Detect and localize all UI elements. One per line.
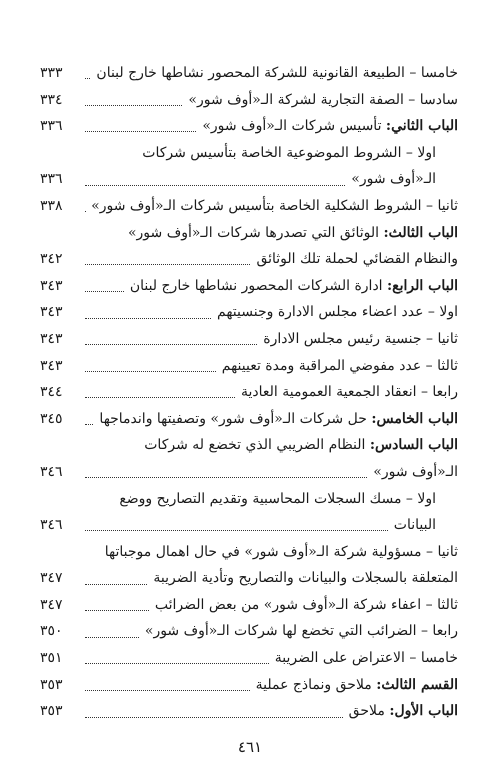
dot-leader <box>85 716 343 718</box>
toc-entry-title <box>96 406 458 433</box>
toc-entry <box>40 273 458 300</box>
toc-entry-text: رابعا – الضرائب التي تخضع لها شركات الـ«أوف شور» <box>144 623 458 640</box>
toc-entry-title <box>141 432 458 459</box>
toc-entry-heading: القسم الثالث: <box>376 676 458 693</box>
toc-entry <box>40 698 458 725</box>
toc-page-number: ٣٣٦ <box>40 171 63 188</box>
toc-page-number: ٣٤٦ <box>40 463 63 480</box>
dot-leader <box>85 583 147 585</box>
dot-leader <box>85 130 196 132</box>
toc-entry-text: اولا – مسك السجلات المحاسبية وتقديم التصاريح ووضع <box>119 490 436 507</box>
dot-leader <box>85 77 90 79</box>
toc-page-number: ٣٤٣ <box>40 357 63 374</box>
dot-leader <box>85 662 269 664</box>
toc-entry-title <box>260 326 458 353</box>
dot-leader <box>85 476 367 478</box>
toc-page-number: ٣٤٣ <box>40 304 63 321</box>
toc-page-number: ٣٤٣ <box>40 277 63 294</box>
toc-entry <box>40 379 458 406</box>
toc-entry-text: خامسا – الاعتراض على الضريبة <box>274 650 458 667</box>
page-number: ٤٦١ <box>237 738 263 756</box>
toc-entry <box>40 459 458 486</box>
toc-entry-text: الـ«أوف شور» <box>351 171 436 188</box>
toc-entry-text: البيانات <box>393 517 436 534</box>
toc-entry <box>40 140 458 167</box>
dot-leader <box>85 423 93 425</box>
toc-entry-heading: الباب الثاني: <box>385 118 458 135</box>
toc-entry <box>40 113 458 140</box>
dot-leader <box>85 343 257 345</box>
dot-leader <box>85 609 149 611</box>
toc-entry <box>40 618 458 645</box>
toc-page-number: ٣٥١ <box>40 650 63 667</box>
toc-entry-title <box>125 220 458 247</box>
toc-entry-title <box>127 273 458 300</box>
toc-entry <box>40 645 458 672</box>
dot-leader <box>85 636 139 638</box>
toc-entry <box>40 486 458 513</box>
toc-entry <box>40 326 458 353</box>
toc-entry-title <box>150 565 458 592</box>
dot-leader <box>85 104 182 106</box>
toc-page-number: ٣٣٨ <box>40 197 63 214</box>
table-of-contents <box>40 60 458 725</box>
toc-page-number: ٣٥٣ <box>40 703 63 720</box>
toc-entry <box>40 220 458 247</box>
dot-leader <box>85 184 345 186</box>
toc-entry-title <box>391 512 458 539</box>
toc-entry <box>40 299 458 326</box>
toc-entry-heading: الباب السادس: <box>369 437 458 454</box>
toc-entry-text: ثانيا – الشروط الشكلية الخاصة بتأسيس شركات الـ«أوف شور» <box>91 197 458 214</box>
toc-entry-text: سادسا – الصفة التجارية لشركة الـ«أوف شور» <box>188 91 458 108</box>
toc-page-number: ٣٥٠ <box>40 623 63 640</box>
toc-entry <box>40 353 458 380</box>
toc-entry-title <box>348 166 458 193</box>
toc-entry-heading: الباب الخامس: <box>371 410 458 427</box>
toc-entry-text: المتعلقة بالسجلات والبيانات والتصاريح وتأدية الضريبة <box>153 570 458 587</box>
dot-leader <box>85 689 250 691</box>
toc-entry-title <box>102 539 458 566</box>
toc-entry-text: الوثائق التي تصدرها شركات الـ«أوف شور» <box>127 224 384 241</box>
toc-entry-title <box>214 299 458 326</box>
toc-entry-title <box>199 113 458 140</box>
toc-page-number: ٣٤٣ <box>40 330 63 347</box>
toc-page-number: ٣٤٧ <box>40 596 63 613</box>
toc-entry <box>40 246 458 273</box>
dot-leader <box>85 370 216 372</box>
toc-entry-text: اولا – الشروط الموضوعية الخاصة بتأسيس شركات <box>142 144 436 161</box>
toc-entry <box>40 592 458 619</box>
toc-entry-text: اولا – عدد اعضاء مجلس الادارة وجنسيتهم <box>217 304 458 321</box>
toc-page-number: ٣٤٧ <box>40 570 63 587</box>
toc-entry-text: رابعا – انعقاد الجمعية العمومية العادية <box>241 384 458 401</box>
toc-entry <box>40 166 458 193</box>
toc-entry-title <box>272 645 458 672</box>
toc-entry-title <box>88 193 458 220</box>
toc-entry-title <box>238 379 458 406</box>
toc-entry-text: الـ«أوف شور» <box>373 463 458 480</box>
toc-entry-title <box>370 459 458 486</box>
toc-entry-title <box>93 60 458 87</box>
dot-leader <box>85 317 211 319</box>
toc-entry-heading: الباب الثالث: <box>383 224 458 241</box>
toc-entry <box>40 539 458 566</box>
toc-entry <box>40 87 458 114</box>
toc-entry <box>40 193 458 220</box>
toc-entry-text: النظام الضريبي الذي تخضع له شركات <box>144 437 370 454</box>
toc-entry-title <box>346 698 458 725</box>
toc-entry <box>40 565 458 592</box>
toc-entry-text: ثانيا – جنسية رئيس مجلس الادارة <box>263 330 458 347</box>
toc-entry <box>40 406 458 433</box>
toc-page-number: ٣٣٦ <box>40 118 63 135</box>
toc-entry-text: ملاحق <box>348 703 390 720</box>
toc-page-number: ٣٤٢ <box>40 251 63 268</box>
toc-entry-text: ثانيا – مسؤولية شركة الـ«أوف شور» في حال اهمال موجباتها <box>104 543 458 560</box>
toc-entry-heading: الباب الرابع: <box>387 277 458 294</box>
toc-page-number: ٣٣٣ <box>40 65 63 81</box>
toc-entry-title <box>116 486 458 513</box>
toc-entry-title <box>142 618 458 645</box>
toc-entry-text: والنظام القضائي لحملة تلك الوثائق <box>256 251 458 268</box>
toc-entry-title <box>152 592 458 619</box>
toc-entry-title <box>219 353 458 380</box>
toc-entry-title <box>139 140 458 167</box>
toc-entry-text: ملاحق ونماذج عملية <box>255 676 377 693</box>
toc-entry-text: ادارة الشركات المحصور نشاطها خارج لبنان <box>129 277 388 294</box>
dot-leader <box>85 290 124 292</box>
toc-entry-text: ثالثا – عدد مفوضي المراقبة ومدة تعيينهم <box>221 357 458 374</box>
toc-entry-title <box>185 87 458 114</box>
dot-leader <box>85 263 250 265</box>
toc-entry <box>40 432 458 459</box>
toc-entry <box>40 672 458 699</box>
toc-entry <box>40 512 458 539</box>
toc-entry-title <box>253 672 458 699</box>
toc-entry-text: حل شركات الـ«أوف شور» وتصفيتها واندماجها <box>99 410 372 427</box>
dot-leader <box>85 529 388 531</box>
toc-entry-text: ثالثا – اعفاء شركة الـ«أوف شور» من بعض الضرائب <box>154 596 458 613</box>
toc-page-number: ٣٣٤ <box>40 91 63 108</box>
toc-page-number: ٣٥٣ <box>40 676 63 693</box>
toc-page-number: ٣٤٦ <box>40 517 63 534</box>
toc-entry-title <box>253 246 458 273</box>
toc-entry-text: تأسيس شركات الـ«أوف شور» <box>202 118 386 135</box>
dot-leader <box>85 396 235 398</box>
toc-page-number: ٣٤٤ <box>40 384 63 401</box>
toc-page-number: ٣٤٥ <box>40 410 63 427</box>
toc-entry-text: خامسا – الطبيعة القانونية للشركة المحصور نشاطها خارج لبنان <box>96 65 458 81</box>
toc-entry-heading: الباب الأول: <box>389 703 458 720</box>
toc-entry <box>40 60 458 87</box>
